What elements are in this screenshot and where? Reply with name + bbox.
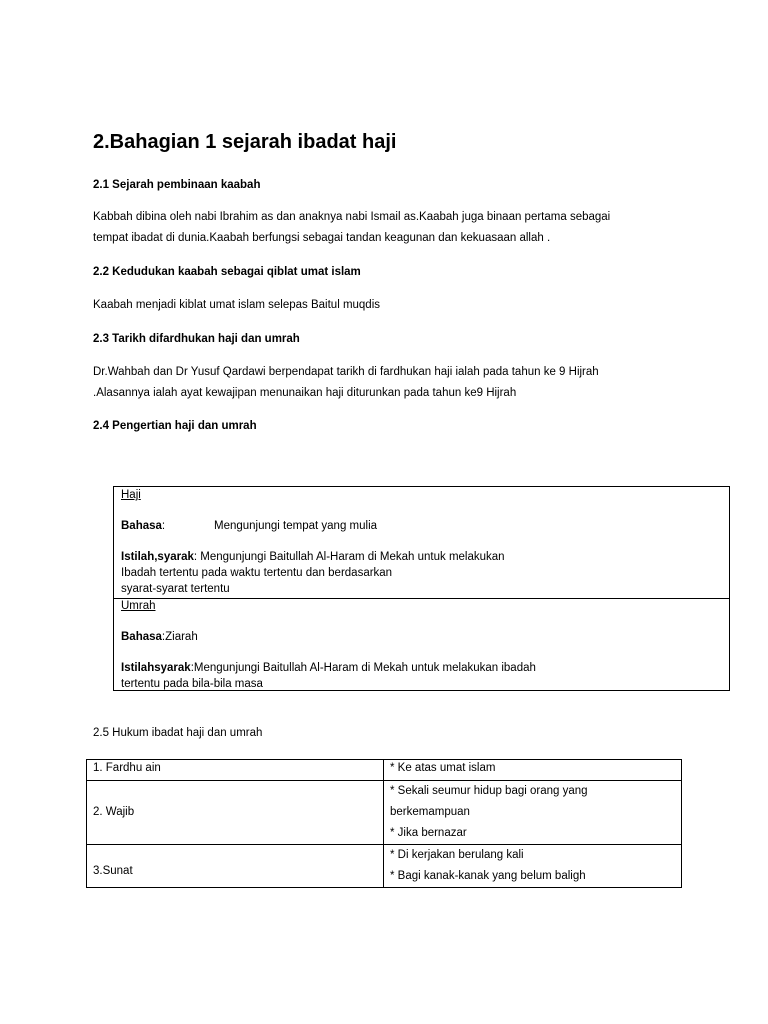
section-heading-sejarah-kaabah: 2.1 Sejarah pembinaan kaabah bbox=[93, 179, 261, 191]
cell-line: 2. Wajib bbox=[93, 806, 135, 818]
haji-bahasa-row bbox=[121, 518, 378, 534]
paragraph-line: Kaabah menjadi kiblat umat islam selepas Baitul muqdis bbox=[93, 299, 381, 311]
definition-divider bbox=[114, 598, 729, 599]
paragraph-line: .Alasannya ialah ayat kewajipan menunaikan haji diturunkan pada tahun ke9 Hijrah bbox=[93, 387, 517, 399]
paragraph-tarikh-difardhukan bbox=[93, 362, 599, 404]
cell-line: 1. Fardhu ain bbox=[93, 762, 161, 774]
haji-label: Haji bbox=[121, 489, 141, 501]
haji-istilah-line3: syarat-syarat tertentu bbox=[121, 583, 230, 595]
umrah-label: Umrah bbox=[121, 600, 156, 612]
paragraph-line: tempat ibadat di dunia.Kaabah berfungsi sebagai tandan keagunan dan kekuasaan allah . bbox=[93, 232, 551, 244]
cell-line: berkemampuan bbox=[390, 806, 470, 818]
umrah-istilah-line2: tertentu pada bila-bila masa bbox=[121, 678, 263, 690]
table-cell-notes bbox=[384, 781, 682, 845]
haji-bahasa-value: Mengunjungi tempat yang mulia bbox=[214, 520, 378, 532]
section-heading-tarikh-difardhukan: 2.3 Tarikh difardhukan haji dan umrah bbox=[93, 333, 300, 345]
haji-bahasa-label: Bahasa bbox=[121, 520, 162, 532]
page-title: 2.Bahagian 1 sejarah ibadat haji bbox=[93, 131, 397, 153]
cell-line: * Bagi kanak-kanak yang belum baligh bbox=[390, 870, 586, 882]
paragraph-sejarah-kaabah bbox=[93, 207, 610, 249]
umrah-bahasa-label: Bahasa bbox=[121, 631, 162, 643]
table-cell-notes bbox=[384, 845, 682, 888]
table-cell-notes bbox=[384, 760, 682, 781]
cell-line: * Ke atas umat islam bbox=[390, 762, 496, 774]
paragraph-line: Kabbah dibina oleh nabi Ibrahim as dan anaknya nabi Ismail as.Kaabah juga binaan pertama sebagai bbox=[93, 211, 611, 223]
cell-line: 3.Sunat bbox=[93, 864, 133, 877]
umrah-istilah-row bbox=[121, 660, 536, 676]
haji-istilah-line2: Ibadah tertentu pada waktu tertentu dan berdasarkan bbox=[121, 567, 393, 579]
table-row bbox=[87, 760, 682, 781]
haji-istilah-row bbox=[121, 549, 505, 565]
umrah-bahasa-row bbox=[121, 629, 198, 645]
table-row bbox=[87, 845, 682, 888]
section-heading-hukum: 2.5 Hukum ibadat haji dan umrah bbox=[93, 727, 263, 739]
paragraph-line: Dr.Wahbah dan Dr Yusuf Qardawi berpendapat tarikh di fardhukan haji ialah pada tahun ke 9 Hijrah bbox=[93, 366, 599, 378]
paragraph-kedudukan-kaabah bbox=[93, 295, 380, 316]
umrah-istilah-value: :Mengunjungi Baitullah Al-Haram di Mekah untuk melakukan ibadah bbox=[190, 662, 536, 674]
hukum-table bbox=[86, 759, 682, 888]
section-heading-kedudukan-kaabah: 2.2 Kedudukan kaabah sebagai qiblat umat islam bbox=[93, 266, 361, 278]
cell-line: * Jika bernazar bbox=[390, 827, 467, 839]
definition-box bbox=[113, 486, 730, 691]
table-row bbox=[87, 781, 682, 845]
haji-istilah-value: : Mengunjungi Baitullah Al-Haram di Mekah untuk melakukan bbox=[193, 551, 505, 563]
haji-istilah-label: Istilah,syarak bbox=[121, 551, 194, 563]
table-cell-hukum bbox=[87, 760, 384, 781]
cell-line: * Sekali seumur hidup bagi orang yang bbox=[390, 785, 588, 797]
haji-bahasa-separator: : bbox=[161, 520, 166, 532]
umrah-bahasa-value: :Ziarah bbox=[161, 631, 198, 643]
umrah-istilah-label: Istilahsyarak bbox=[121, 662, 191, 674]
table-cell-hukum bbox=[87, 781, 384, 845]
section-heading-pengertian: 2.4 Pengertian haji dan umrah bbox=[93, 420, 257, 432]
table-cell-hukum bbox=[87, 845, 384, 888]
cell-line: * Di kerjakan berulang kali bbox=[390, 849, 524, 861]
